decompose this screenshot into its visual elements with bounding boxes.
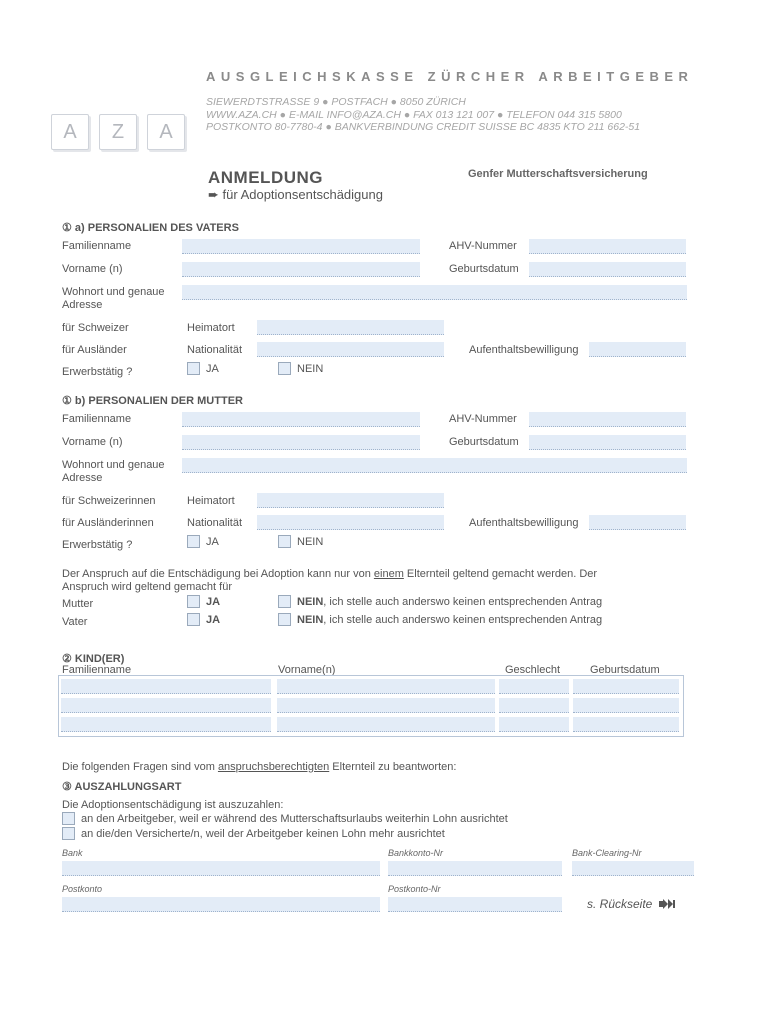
claim-mutter-ja-checkbox[interactable]: [187, 595, 200, 608]
section-payment-title: ③ AUSZAHLUNGSART: [62, 781, 182, 793]
children-col-vorname: Vorname(n): [278, 664, 336, 676]
section-children-title: ② KIND(ER): [62, 653, 125, 665]
father-erwerb-ja-label: JA: [206, 363, 219, 375]
payment-option-employer-label: an den Arbeitgeber, weil er während des Mutterschaftsurlaubs weiterhin Lohn ausrichtet: [81, 813, 508, 825]
claim-vater-nein-checkbox[interactable]: [278, 613, 291, 626]
next-page-label: s. Rückseite: [587, 897, 653, 911]
father-auslaender-label: für Ausländer: [62, 344, 127, 356]
mother-heimatort-field[interactable]: [257, 493, 444, 508]
children-col-familienname: Familienname: [62, 664, 132, 676]
claim-mutter-nein-checkbox[interactable]: [278, 595, 291, 608]
mother-erwerb-ja-label: JA: [206, 536, 219, 548]
mother-vorname-field[interactable]: [182, 435, 420, 450]
children-col-geschlecht: Geschlecht: [505, 664, 561, 676]
mother-ahv-field[interactable]: [529, 412, 686, 427]
children-col-geburtsdatum: Geburtsdatum: [590, 664, 660, 676]
child-2-geschlecht-field[interactable]: [499, 698, 569, 713]
org-address: [206, 96, 640, 134]
father-wohnort-line2: Adresse: [62, 299, 103, 311]
next-page-note: [587, 897, 677, 912]
father-vorname-label: Vorname (n): [62, 263, 123, 275]
claim-text-underlined: einem: [373, 568, 404, 580]
child-3-familienname-field[interactable]: [61, 717, 271, 732]
child-1-geburtsdatum-field[interactable]: [573, 679, 679, 694]
mother-wohnort-line1: Wohnort und genaue: [62, 459, 165, 471]
mother-schweizer-label: für Schweizerinnen: [62, 495, 156, 507]
father-nationalitaet-field[interactable]: [257, 342, 444, 357]
claim-mutter-nein-word: NEIN: [297, 596, 324, 608]
father-erwerb-nein-checkbox[interactable]: [278, 362, 291, 375]
mother-erwerb-ja-checkbox[interactable]: [187, 535, 200, 548]
father-heimatort-field[interactable]: [257, 320, 444, 335]
father-erwerb-nein-label: NEIN: [297, 363, 324, 375]
claim-vater-label: Vater: [62, 616, 88, 628]
father-adresse-field[interactable]: [182, 285, 687, 300]
payment-intro-b: Elternteil zu beantworten:: [329, 761, 457, 773]
payment-intro-a: Die folgenden Fragen sind vom: [62, 761, 218, 773]
section-father-title: ① a) PERSONALIEN DES VATERS: [62, 222, 239, 234]
bankkonto-field[interactable]: [388, 861, 562, 876]
father-familienname-label: Familienname: [62, 240, 132, 252]
child-3-geschlecht-field[interactable]: [499, 717, 569, 732]
insurance-name: Genfer Mutterschaftsversicherung: [468, 168, 648, 180]
father-aufenthalt-field[interactable]: [589, 342, 686, 357]
father-nationalitaet-label: Nationalität: [187, 344, 243, 356]
claim-text: [62, 568, 682, 594]
claim-vater-nein-suffix: , ich stelle auch anderswo keinen entsprechenden Antrag: [323, 614, 603, 626]
child-1-vorname-field[interactable]: [277, 679, 495, 694]
mother-familienname-field[interactable]: [182, 412, 420, 427]
father-heimatort-label: Heimatort: [187, 322, 235, 334]
payment-option-insured-checkbox[interactable]: [62, 827, 75, 840]
children-table: [58, 675, 684, 737]
child-3-vorname-field[interactable]: [277, 717, 495, 732]
mother-erwerb-nein-label: NEIN: [297, 536, 324, 548]
claim-line1: [62, 568, 682, 581]
postkonto-field[interactable]: [62, 897, 380, 912]
father-ahv-label: AHV-Nummer: [449, 240, 517, 252]
claim-vater-ja-label: JA: [206, 614, 221, 626]
mother-wohnort-line2: Adresse: [62, 472, 103, 484]
child-2-vorname-field[interactable]: [277, 698, 495, 713]
claim-mutter-nein-label: [297, 596, 602, 609]
clearing-field[interactable]: [572, 861, 694, 876]
postkonto-nr-label: Postkonto-Nr: [388, 884, 441, 894]
mother-erwerb-nein-checkbox[interactable]: [278, 535, 291, 548]
father-aufenthalt-label: Aufenthaltsbewilligung: [469, 344, 579, 356]
claim-text-b: Elternteil geltend gemacht werden. Der: [403, 568, 598, 580]
father-erwerb-label: Erwerbstätig ?: [62, 366, 133, 378]
mother-adresse-field[interactable]: [182, 458, 687, 473]
postkonto-label: Postkonto: [62, 884, 103, 894]
mother-familienname-label: Familienname: [62, 413, 132, 425]
mother-geburtsdatum-label: Geburtsdatum: [449, 436, 519, 448]
claim-vater-ja-checkbox[interactable]: [187, 613, 200, 626]
mother-ahv-label: AHV-Nummer: [449, 413, 517, 425]
child-2-familienname-field[interactable]: [61, 698, 271, 713]
org-name: AUSGLEICHSKASSE ZÜRCHER ARBEITGEBER: [206, 69, 694, 84]
clearing-label: Bank-Clearing-Nr: [572, 848, 642, 858]
address-line-2: WWW.AZA.CH ● E-MAIL INFO@AZA.CH ● FAX 013 121 007 ● TELEFON 044 315 5800: [206, 108, 622, 121]
claim-mutter-ja-label: JA: [206, 596, 221, 608]
child-1-familienname-field[interactable]: [61, 679, 271, 694]
mother-aufenthalt-label: Aufenthaltsbewilligung: [469, 517, 579, 529]
claim-vater-nein-word: NEIN: [297, 614, 324, 626]
mother-geburtsdatum-field[interactable]: [529, 435, 686, 450]
payment-option-employer-checkbox[interactable]: [62, 812, 75, 825]
father-familienname-field[interactable]: [182, 239, 420, 254]
address-line-1: SIEWERDTSTRASSE 9 ● POSTFACH ● 8050 ZÜRICH: [206, 96, 466, 108]
child-1-geschlecht-field[interactable]: [499, 679, 569, 694]
form-subtitle: ➨ für Adoptionsentschädigung: [208, 187, 383, 202]
bank-label: Bank: [62, 848, 83, 858]
father-wohnort-label: [62, 286, 165, 312]
father-wohnort-line1: Wohnort und genaue: [62, 286, 165, 298]
father-erwerb-ja-checkbox[interactable]: [187, 362, 200, 375]
mother-heimatort-label: Heimatort: [187, 495, 235, 507]
mother-erwerb-label: Erwerbstätig ?: [62, 539, 133, 551]
payment-question: Die Adoptionsentschädigung ist auszuzahlen:: [62, 799, 284, 811]
section-mother-title: ① b) PERSONALIEN DER MUTTER: [62, 395, 243, 407]
claim-mutter-nein-suffix: , ich stelle auch anderswo keinen entsprechenden Antrag: [323, 596, 603, 608]
mother-auslaender-label: für Ausländerinnen: [62, 517, 154, 529]
payment-intro: [62, 761, 456, 774]
child-3-geburtsdatum-field[interactable]: [573, 717, 679, 732]
mother-vorname-label: Vorname (n): [62, 436, 123, 448]
address-line-3: POSTKONTO 80-7780-4 ● BANKVERBINDUNG CREDIT SUISSE BC 4835 KTO 211 662-51: [206, 121, 641, 133]
mother-nationalitaet-field[interactable]: [257, 515, 444, 530]
logo-letter-a2: A: [147, 114, 185, 150]
claim-text-a: Der Anspruch auf die Entschädigung bei Adoption kann nur von: [62, 568, 374, 580]
child-2-geburtsdatum-field[interactable]: [573, 698, 679, 713]
postkonto-nr-field[interactable]: [388, 897, 562, 912]
father-geburtsdatum-label: Geburtsdatum: [449, 263, 519, 275]
father-schweizer-label: für Schweizer: [62, 322, 129, 334]
payment-option-insured-label: an die/den Versicherte/n, weil der Arbeitgeber keinen Lohn mehr ausrichtet: [81, 828, 445, 840]
logo-letter-z: Z: [99, 114, 137, 150]
logo-letter-a1: A: [51, 114, 89, 150]
father-ahv-field[interactable]: [529, 239, 686, 254]
father-vorname-field[interactable]: [182, 262, 420, 277]
form-title: ANMELDUNG: [208, 168, 323, 187]
father-geburtsdatum-field[interactable]: [529, 262, 686, 277]
claim-vater-nein-label: [297, 614, 602, 627]
claim-line2: Anspruch wird geltend gemacht für: [62, 581, 232, 593]
claim-mutter-label: Mutter: [62, 598, 94, 610]
bankkonto-label: Bankkonto-Nr: [388, 848, 444, 858]
double-arrow-icon: [659, 898, 677, 912]
mother-aufenthalt-field[interactable]: [589, 515, 686, 530]
mother-nationalitaet-label: Nationalität: [187, 517, 243, 529]
bank-field[interactable]: [62, 861, 380, 876]
mother-wohnort-label: [62, 459, 165, 485]
payment-intro-underlined: anspruchsberechtigten: [217, 761, 330, 773]
